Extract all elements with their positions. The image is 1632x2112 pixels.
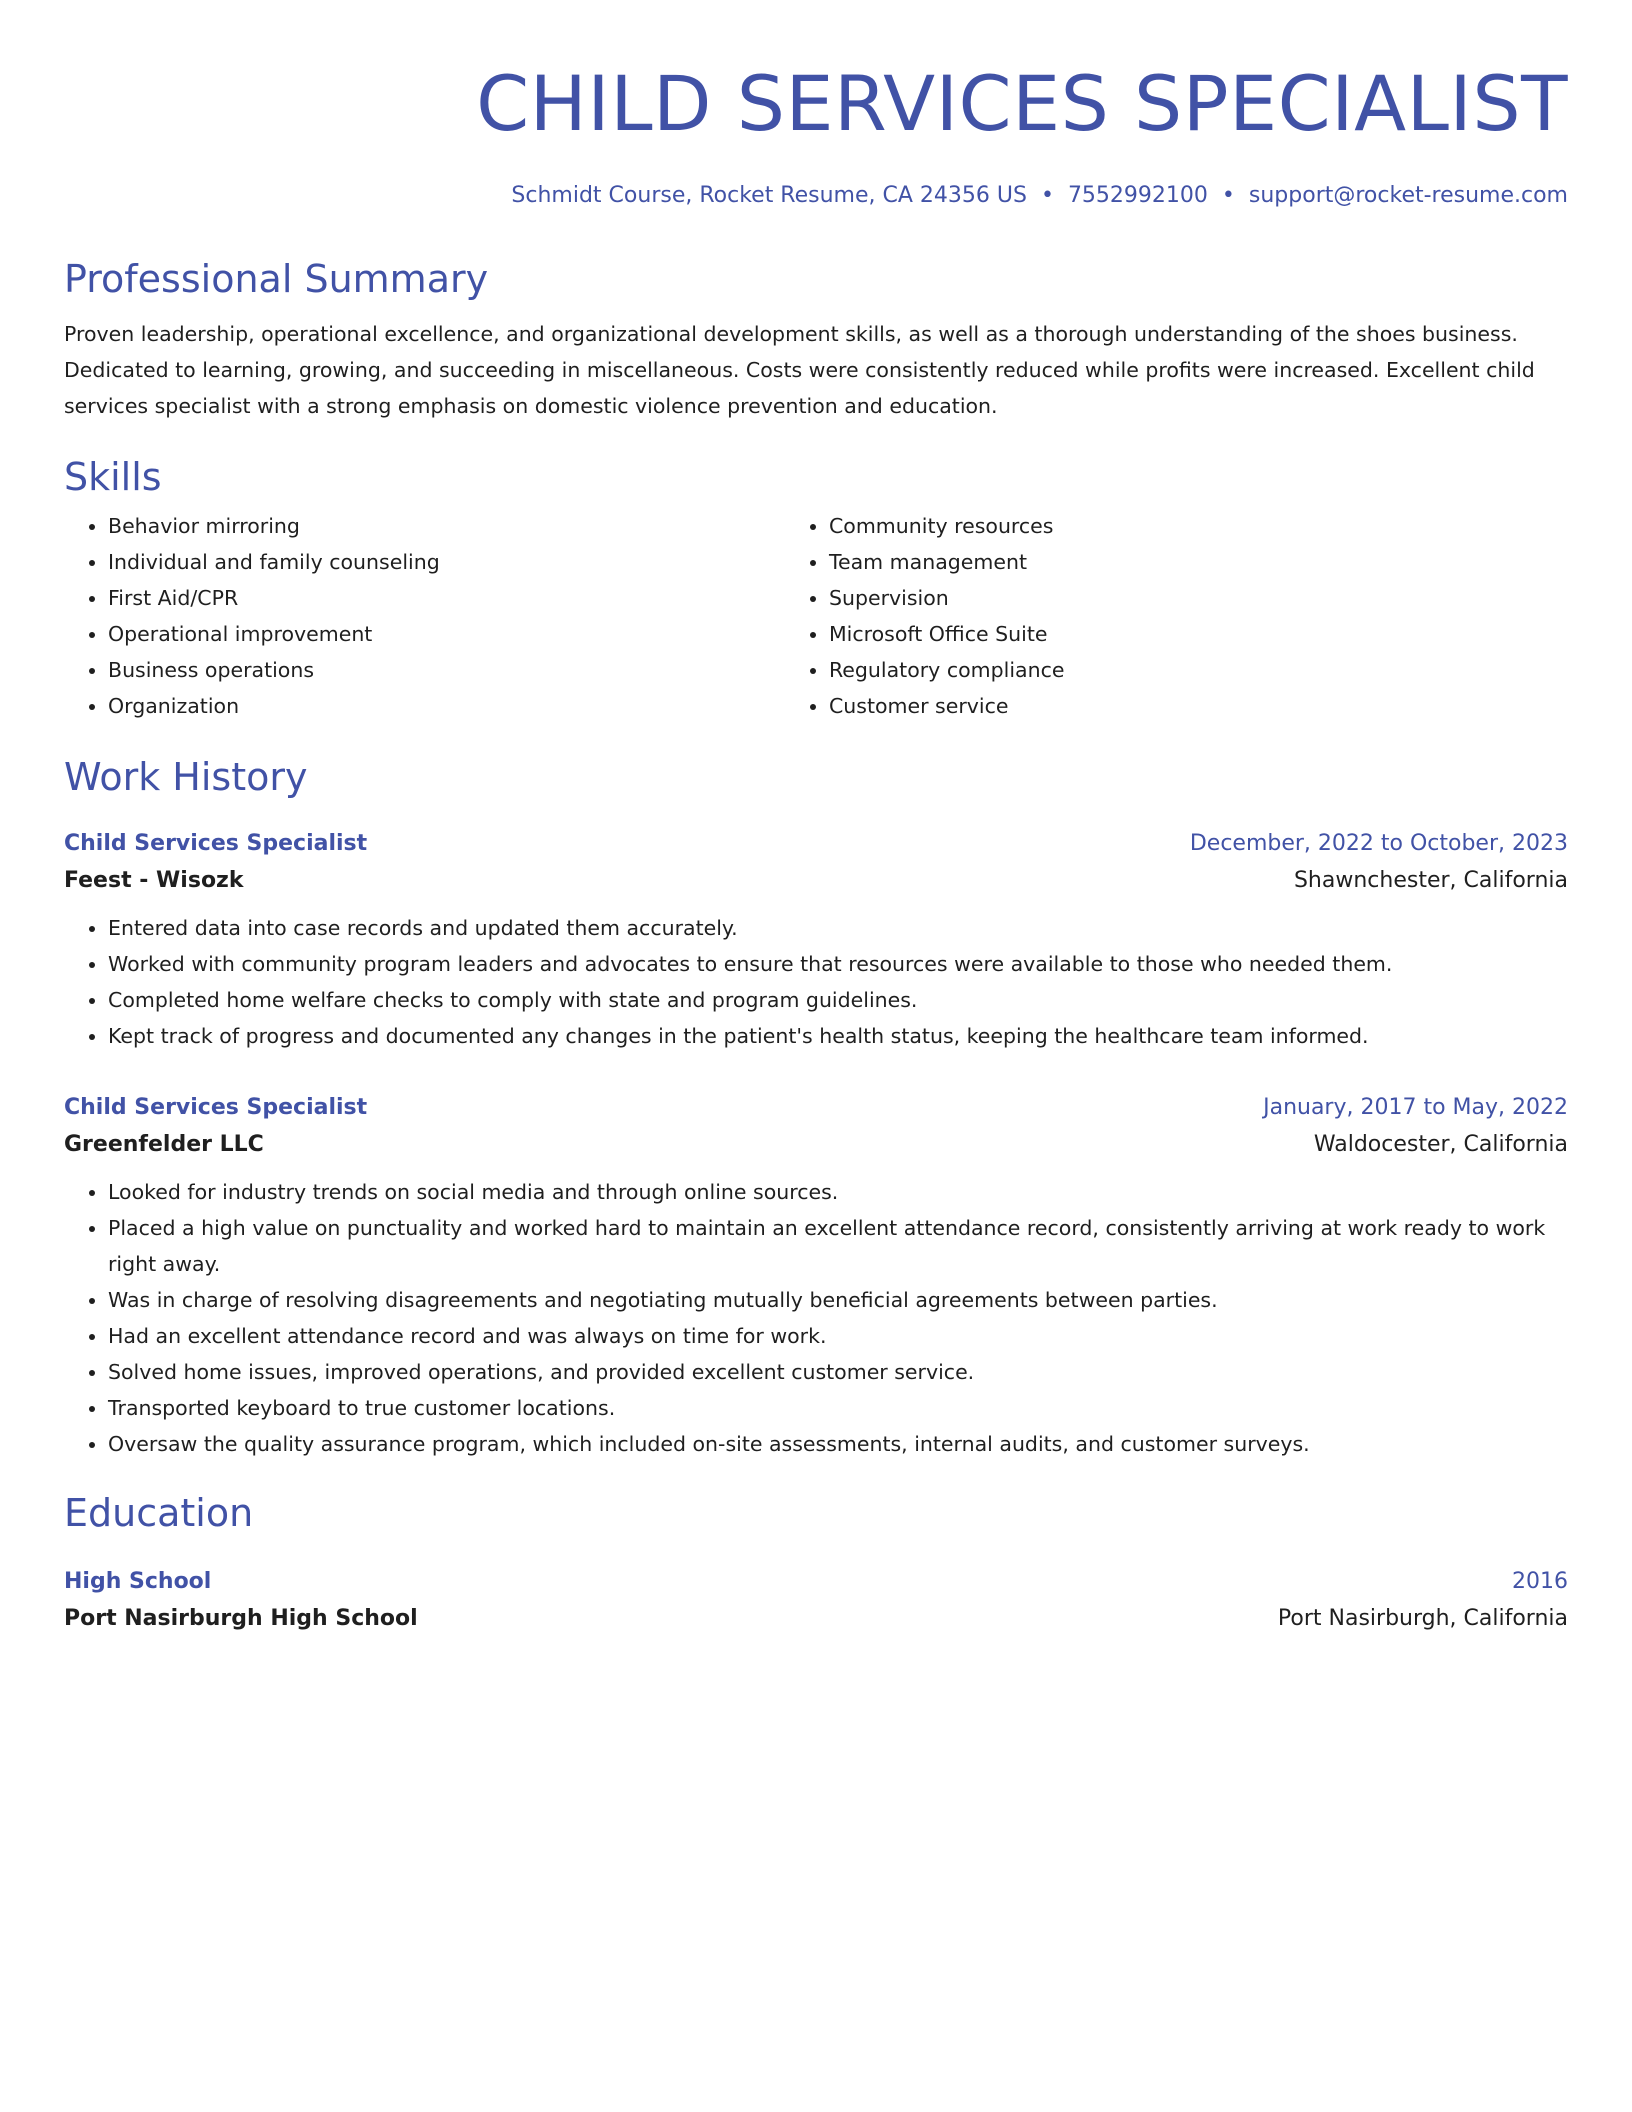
- section-title-skills: Skills: [64, 455, 162, 499]
- job-dates: December, 2022 to October, 2023: [1189, 831, 1568, 856]
- summary-text: Proven leadership, operational excellence, and organizational development skills, as well as a thorough understanding of the shoes business. Dedicated to learning, growing, and succeeding in miscellaneous. Costs were consistently reduced while profits were increased. Excellent child services specialist with a strong emphasis on domestic violence prevention and education.: [64, 322, 1535, 418]
- job-bullet: • Looked for industry trends on social media and through online sources.: [108, 1174, 1568, 1210]
- job-bullet: • Solved home issues, improved operations, and provided excellent customer service.: [108, 1354, 1568, 1390]
- skills-column-right: [785, 508, 1568, 724]
- job-company: Greenfelder LLC: [64, 1132, 264, 1157]
- section-title-work-history: Work History: [64, 755, 308, 799]
- job-bullet: • Kept track of progress and documented any changes in the patient's health status, keeping the healthcare team informed.: [108, 1018, 1568, 1054]
- contact-email[interactable]: support@rocket-resume.com: [1248, 183, 1568, 208]
- skill-item: • Individual and family counseling: [108, 544, 785, 580]
- job-bullets: [64, 910, 1568, 1054]
- skill-item: • Operational improvement: [108, 616, 785, 652]
- skill-item: • Behavior mirroring: [108, 508, 785, 544]
- contact-phone: 7552992100: [1067, 183, 1208, 208]
- job-bullet: • Had an excellent attendance record and was always on time for work.: [108, 1318, 1568, 1354]
- education-degree: High School: [64, 1569, 212, 1594]
- job-bullet: • Was in charge of resolving disagreements and negotiating mutually beneficial agreements between parties.: [108, 1282, 1568, 1318]
- contact-line: [64, 180, 1568, 212]
- job-header: [64, 826, 1568, 862]
- education-year: 2016: [1512, 1569, 1568, 1594]
- job-bullet: • Worked with community program leaders and advocates to ensure that resources were available to those who needed them.: [108, 946, 1568, 982]
- skill-item: • Organization: [108, 688, 785, 724]
- resume-title: CHILD SERVICES SPECIALIST: [476, 59, 1568, 148]
- job-bullet: • Placed a high value on punctuality and worked hard to maintain an excellent attendance record, consistently arriving at work ready to work right away.: [108, 1210, 1568, 1282]
- contact-address: Schmidt Course, Rocket Resume, CA 24356 US: [511, 183, 1027, 208]
- skill-item: • Supervision: [829, 580, 1568, 616]
- job-location: Waldocester, California: [1313, 1132, 1568, 1157]
- skill-item: • Business operations: [108, 652, 785, 688]
- skill-item: • Regulatory compliance: [829, 652, 1568, 688]
- skills-column-left: [64, 508, 785, 724]
- education-header: [64, 1564, 1568, 1600]
- job-bullet: • Transported keyboard to true customer locations.: [108, 1390, 1568, 1426]
- job-subheader: [64, 1126, 1568, 1164]
- job-bullet: • Oversaw the quality assurance program, which included on-site assessments, internal audits, and customer surveys.: [108, 1426, 1568, 1462]
- job-role: Child Services Specialist: [64, 1095, 368, 1120]
- job-dates: January, 2017 to May, 2022: [1263, 1095, 1568, 1120]
- contact-separator: •: [1040, 183, 1054, 208]
- section-title-education: Education: [64, 1491, 254, 1535]
- job-role: Child Services Specialist: [64, 831, 368, 856]
- education-subheader: [64, 1600, 1568, 1638]
- job-header: [64, 1090, 1568, 1126]
- job-entry: [64, 1090, 1568, 1462]
- job-bullet: • Completed home welfare checks to comply with state and program guidelines.: [108, 982, 1568, 1018]
- resume-page: [64, 0, 1568, 1638]
- job-bullets: [64, 1174, 1568, 1462]
- section-title-summary: Professional Summary: [64, 257, 489, 301]
- job-location: Shawnchester, California: [1293, 868, 1568, 893]
- education-entry: [64, 1564, 1568, 1638]
- skill-item: • Customer service: [829, 688, 1568, 724]
- education-school: Port Nasirburgh High School: [64, 1606, 418, 1631]
- job-subheader: [64, 862, 1568, 900]
- job-entry: [64, 826, 1568, 1054]
- skill-item: • Community resources: [829, 508, 1568, 544]
- education-location: Port Nasirburgh, California: [1277, 1606, 1568, 1631]
- skills-list: [64, 508, 1568, 724]
- job-bullet: • Entered data into case records and updated them accurately.: [108, 910, 1568, 946]
- skill-item: • Microsoft Office Suite: [829, 616, 1568, 652]
- contact-separator: •: [1221, 183, 1235, 208]
- skill-item: • Team management: [829, 544, 1568, 580]
- skill-item: • First Aid/CPR: [108, 580, 785, 616]
- job-company: Feest - Wisozk: [64, 868, 244, 893]
